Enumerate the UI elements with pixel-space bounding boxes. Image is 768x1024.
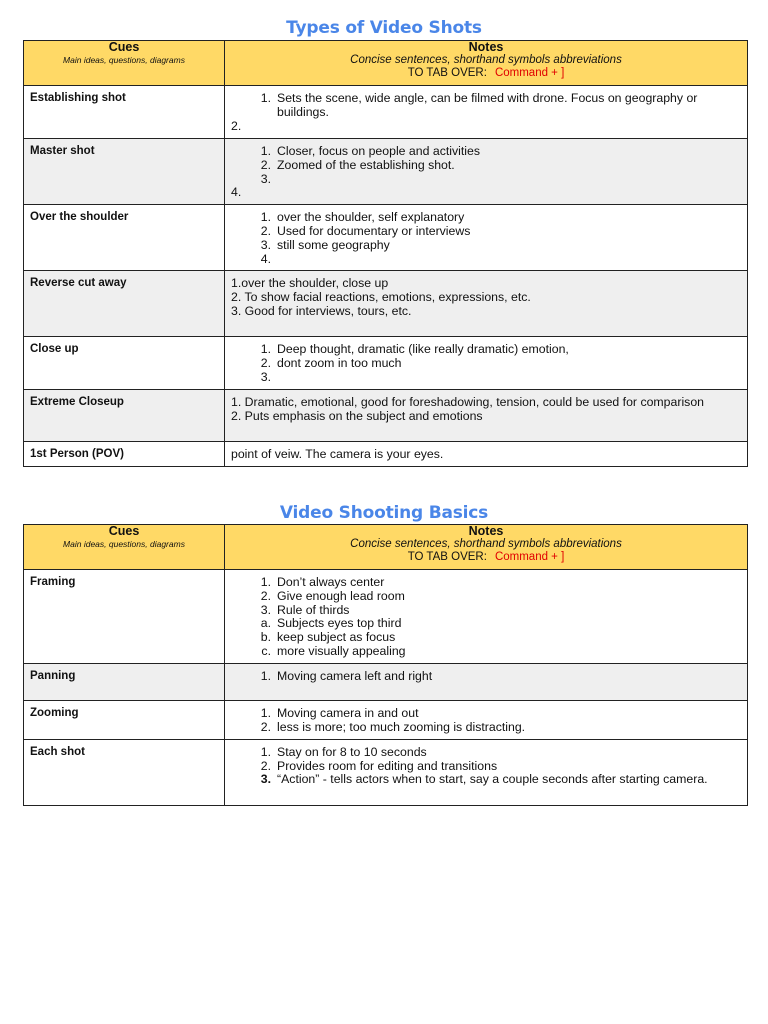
notes-header-subtitle: Concise sentences, shorthand symbols abbreviations xyxy=(350,54,622,66)
tab-label: TO TAB OVER: xyxy=(407,67,487,79)
tab-command: Command + ] xyxy=(494,551,565,563)
tab-label: TO TAB OVER: xyxy=(407,551,487,563)
notes-header-title: Notes xyxy=(468,40,504,54)
cue-cell: Close up xyxy=(24,337,225,389)
list-item: 1. over the shoulder, self explanatory xyxy=(260,210,465,225)
table-row xyxy=(24,86,748,139)
cornell-notes-table-video-shots xyxy=(23,40,748,467)
list-item: a. Subjects eyes top third xyxy=(260,616,402,631)
notes-header xyxy=(225,525,748,570)
list-item: 3. “Action” - tells actors when to start, say a couple seconds after starting camera. xyxy=(260,772,708,787)
list-item: 2. Used for documentary or interviews xyxy=(260,223,471,238)
notes-cell[interactable] xyxy=(225,739,748,805)
notes-cell[interactable] xyxy=(225,337,748,389)
cue-cell: Master shot xyxy=(24,139,225,205)
table-row xyxy=(24,205,748,271)
cue-cell: Reverse cut away xyxy=(24,271,225,337)
cue-cell: Each shot xyxy=(24,739,225,805)
note-line: point of veiw. The camera is your eyes. xyxy=(231,446,444,461)
list-item: 2. Zoomed of the establishing shot. xyxy=(260,157,455,172)
list-item: 2. dont zoom in too much xyxy=(260,356,402,371)
table-row xyxy=(24,271,748,337)
list-item: 1. Moving camera in and out xyxy=(260,705,419,720)
list-item: 1. Moving camera left and right xyxy=(260,668,433,683)
cues-header-title: Cues xyxy=(108,40,140,54)
note-line: 1.over the shoulder, close up xyxy=(231,276,389,291)
notes-cell[interactable] xyxy=(225,700,748,739)
list-item: 2. less is more; too much zooming is distracting. xyxy=(260,719,526,734)
list-item: 1. Don’t always center xyxy=(260,575,385,589)
list-item: c. more visually appealing xyxy=(261,643,406,658)
list-item: 3. Rule of thirds xyxy=(260,602,350,617)
table-row xyxy=(24,739,748,805)
table-row xyxy=(24,389,748,441)
list-item: 2. Give enough lead room xyxy=(260,588,405,603)
table-row xyxy=(24,700,748,739)
cue-cell: Over the shoulder xyxy=(24,205,225,271)
cues-header-subtitle: Main ideas, questions, diagrams xyxy=(63,539,185,549)
notes-cell[interactable] xyxy=(225,441,748,466)
note-line: 3. Good for interviews, tours, etc. xyxy=(231,303,412,318)
list-item: 1. Sets the scene, wide angle, can be filmed with drone. Focus on geography or buildings. xyxy=(260,91,698,119)
cue-cell: 1st Person (POV) xyxy=(24,441,225,466)
notes-cell[interactable] xyxy=(225,570,748,664)
list-item: 3. still some geography xyxy=(260,237,390,252)
table-row xyxy=(24,337,748,389)
notes-cell[interactable] xyxy=(225,139,748,205)
cues-header xyxy=(24,41,225,86)
section-title-shooting-basics: Video Shooting Basics xyxy=(279,503,489,523)
table-row xyxy=(24,663,748,700)
note-line: 1. Dramatic, emotional, good for foreshadowing, tension, could be used for comparison xyxy=(231,394,705,409)
table-row xyxy=(24,570,748,664)
cues-header-subtitle: Main ideas, questions, diagrams xyxy=(63,55,185,65)
notes-cell[interactable] xyxy=(225,271,748,337)
tab-instruction xyxy=(225,551,747,564)
tab-command: Command + ] xyxy=(494,67,565,79)
list-item: 2. xyxy=(231,118,242,133)
notes-header-title: Notes xyxy=(468,524,504,538)
cue-cell: Establishing shot xyxy=(24,86,225,139)
notes-cell[interactable] xyxy=(225,389,748,441)
table-row xyxy=(24,139,748,205)
notes-header-subtitle: Concise sentences, shorthand symbols abbreviations xyxy=(350,538,622,550)
tab-instruction xyxy=(225,67,747,80)
table-row xyxy=(24,441,748,466)
list-item: b. keep subject as focus xyxy=(260,630,396,645)
notes-header xyxy=(225,41,748,86)
notes-cell[interactable] xyxy=(225,86,748,139)
list-item: 4. xyxy=(231,185,242,200)
list-item: 1. Deep thought, dramatic (like really dramatic) emotion, xyxy=(260,342,569,357)
notes-cell[interactable] xyxy=(225,663,748,700)
cue-cell: Extreme Closeup xyxy=(24,389,225,441)
note-line: 2. To show facial reactions, emotions, expressions, etc. xyxy=(231,290,531,305)
list-item: 4. xyxy=(260,251,271,266)
cues-header-title: Cues xyxy=(108,524,140,538)
cue-cell: Framing xyxy=(24,570,225,664)
note-line: 2. Puts emphasis on the subject and emotions xyxy=(231,408,483,423)
cues-header xyxy=(24,525,225,570)
notes-cell[interactable] xyxy=(225,205,748,271)
cue-cell: Zooming xyxy=(24,700,225,739)
list-item: 2. Provides room for editing and transitions xyxy=(260,758,498,773)
list-item: 1. Closer, focus on people and activities xyxy=(260,144,481,158)
cornell-notes-table-shooting-basics xyxy=(23,524,748,806)
cue-cell: Panning xyxy=(24,663,225,700)
list-item: 1. Stay on for 8 to 10 seconds xyxy=(260,744,427,759)
section-title-video-shots: Types of Video Shots xyxy=(286,18,482,38)
list-item: 3. xyxy=(260,369,271,384)
list-item: 3. xyxy=(260,171,271,186)
